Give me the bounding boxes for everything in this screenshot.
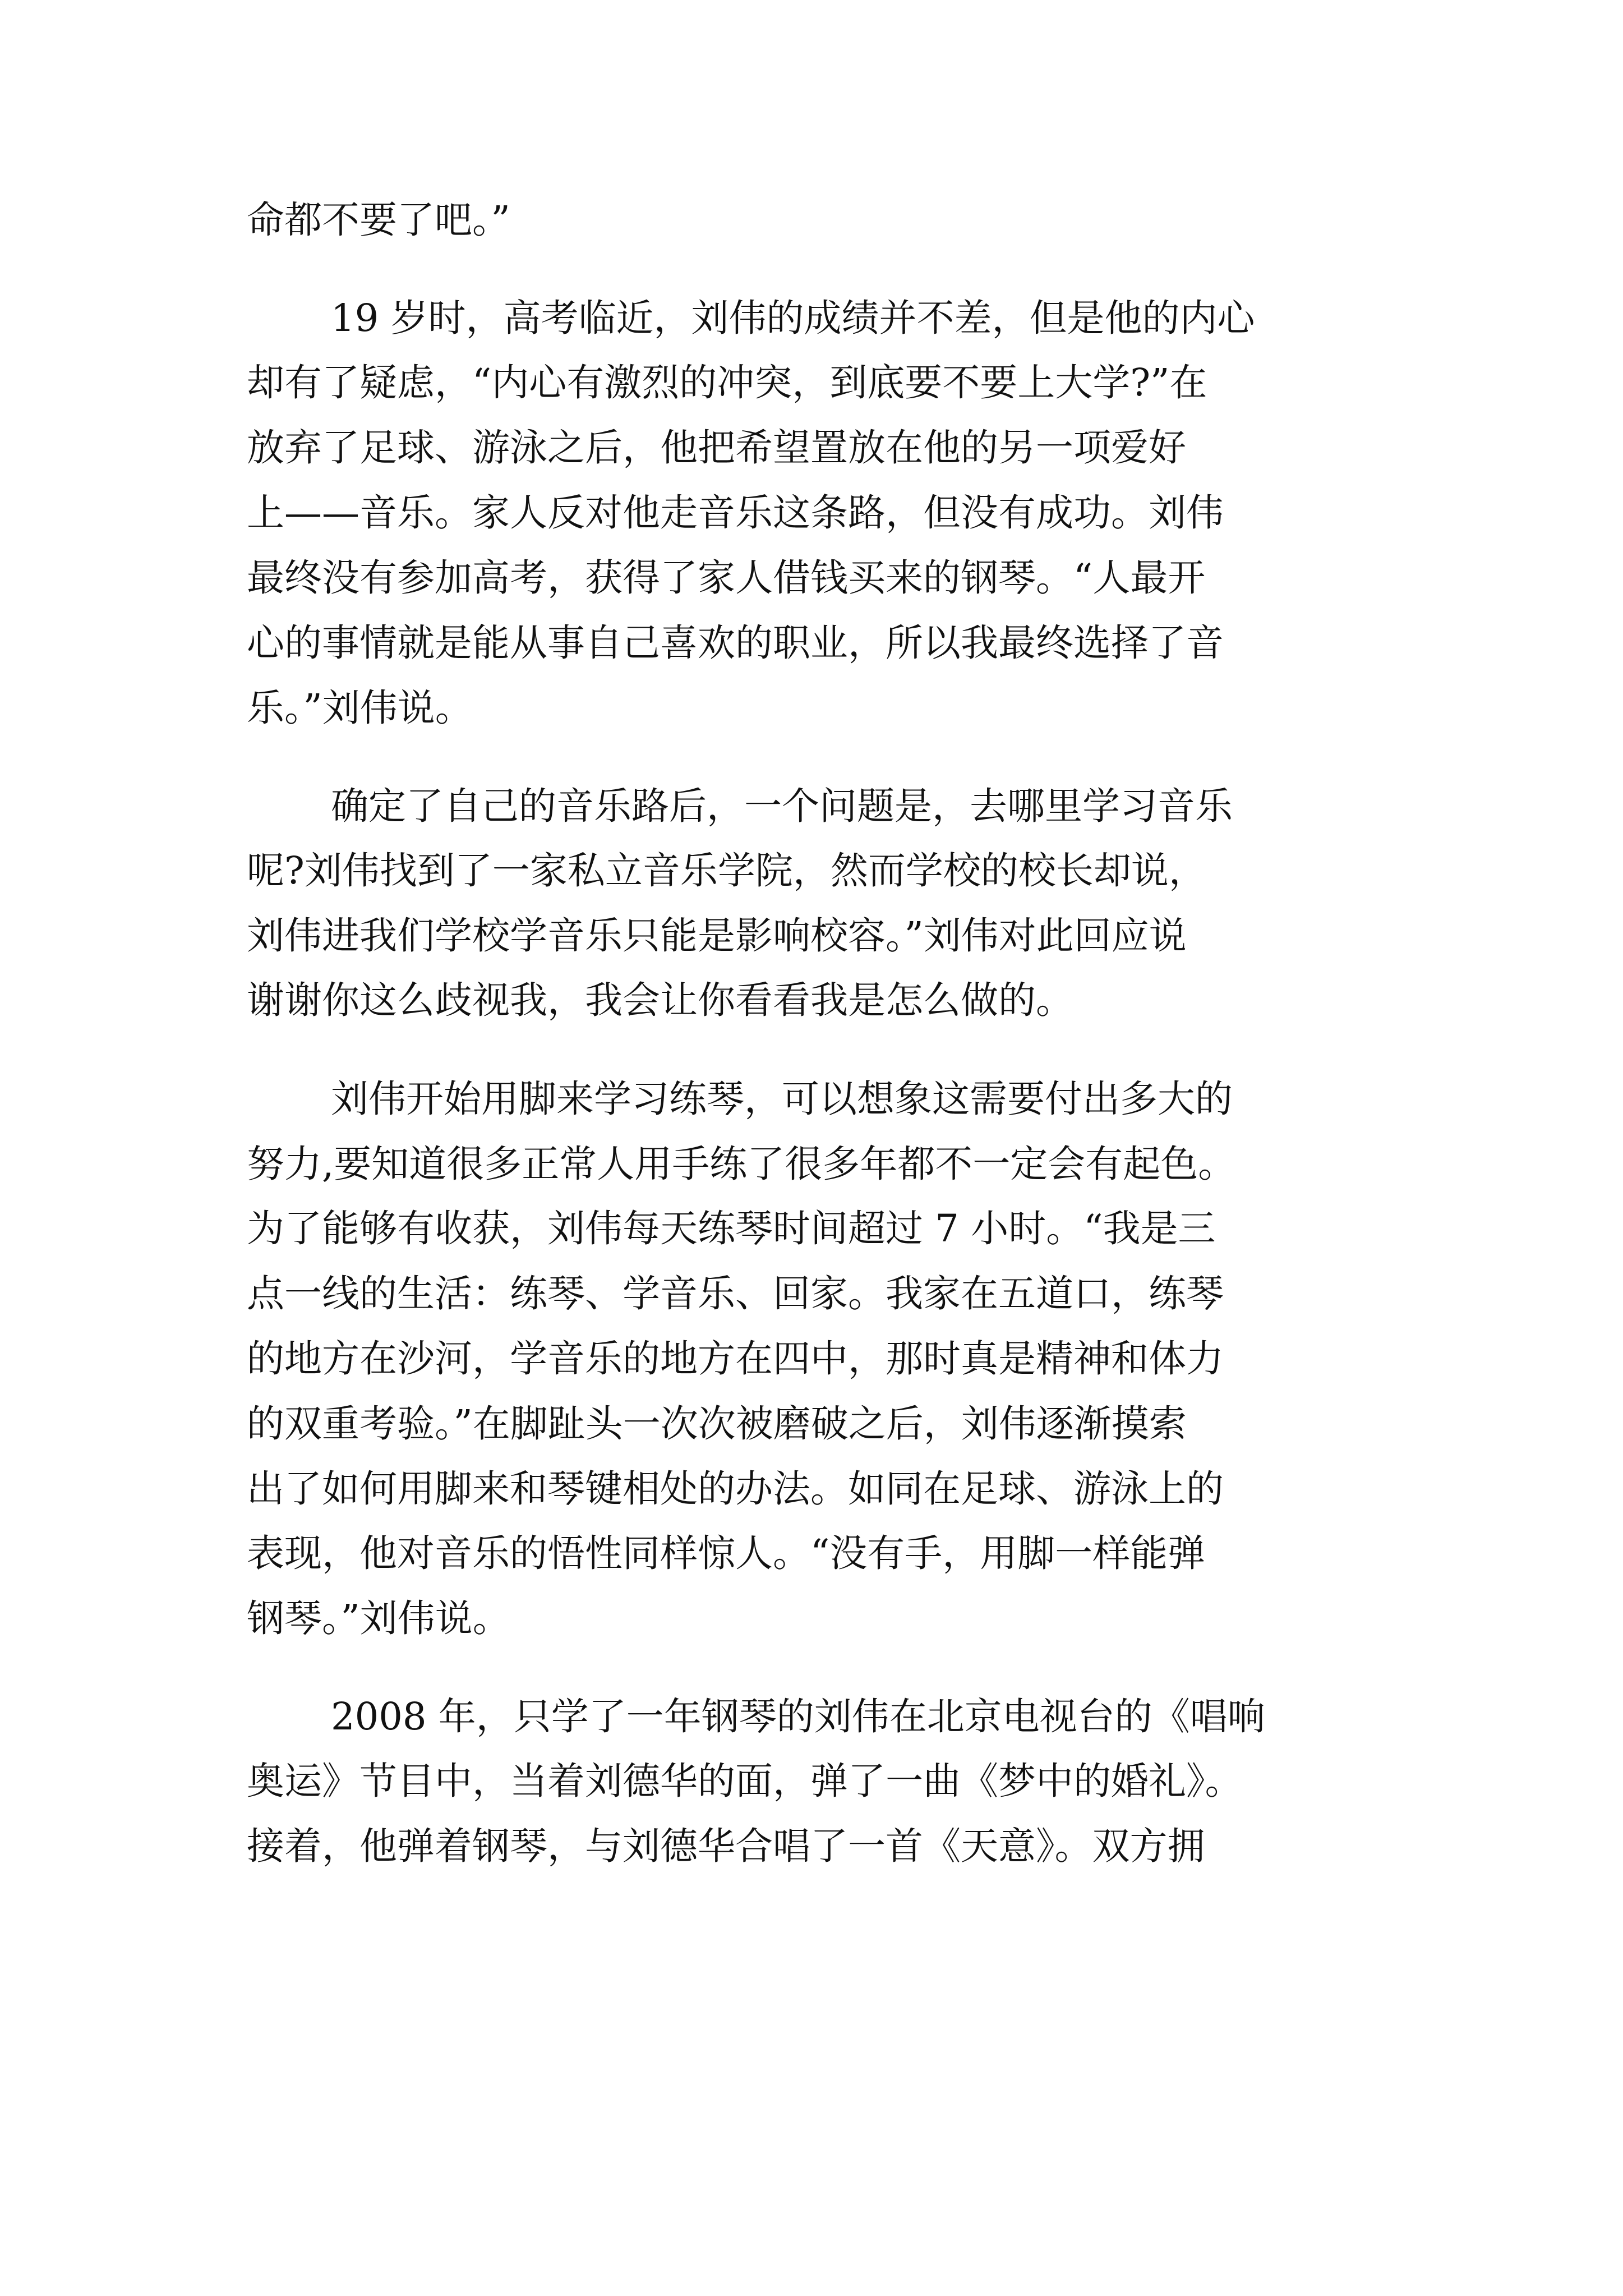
text-line: 的地方在沙河，学音乐的地方在四中，那时真是精神和体力 — [247, 1337, 1224, 1381]
text-line: 最终没有参加高考，获得了家人借钱买来的钢琴。“人最开 — [247, 556, 1206, 600]
text-line: 心的事情就是能从事自己喜欢的职业，所以我最终选择了音 — [247, 621, 1224, 665]
text-line: 钢琴。”刘伟说。 — [247, 1596, 510, 1640]
text-line: 2008 年，只学了一年钢琴的刘伟在北京电视台的《唱响 — [331, 1695, 1265, 1738]
text-line: 接着，他弹着钢琴，与刘德华合唱了一首《天意》。双方拥 — [247, 1824, 1205, 1868]
text-line: 谢谢你这么歧视我，我会让你看看我是怎么做的。 — [247, 978, 1073, 1022]
text-line: 刘伟开始用脚来学习练琴，可以想象这需要付出多大的 — [331, 1077, 1233, 1121]
text-line: 确定了自己的音乐路后，一个问题是，去哪里学习音乐 — [331, 784, 1233, 828]
text-line: 点一线的生活：练琴、学音乐、回家。我家在五道口，练琴 — [247, 1272, 1224, 1315]
text-line: 的双重考验。”在脚趾头一次次被磨破之后，刘伟逐渐摸索 — [247, 1402, 1187, 1446]
text-line: 奥运》节目中，当着刘德华的面，弹了一曲《梦中的婚礼》。 — [247, 1759, 1243, 1803]
text-line: 努力,要知道很多正常人用手练了很多年都不一定会有起色。 — [247, 1142, 1236, 1186]
text-line: 放弃了足球、游泳之后，他把希望置放在他的另一项爱好 — [247, 426, 1186, 470]
text-line: 乐。”刘伟说。 — [247, 686, 473, 730]
text-line: 19 岁时，高考临近，刘伟的成绩并不差，但是他的内心 — [331, 296, 1255, 340]
text-line: 刘伟进我们学校学音乐只能是影响校容。”刘伟对此回应说 — [247, 914, 1187, 958]
text-line: 却有了疑虑，“内心有激烈的冲突，到底要不要上大学?”在 — [247, 361, 1207, 404]
text-line: 上——音乐。家人反对他走音乐这条路，但没有成功。刘伟 — [247, 491, 1224, 535]
text-line: 命都不要了吧。” — [247, 198, 510, 242]
text-line: 呢?刘伟找到了一家私立音乐学院，然而学校的校长却说， — [247, 849, 1206, 892]
text-line: 表现，他对音乐的悟性同样惊人。“没有手，用脚一样能弹 — [247, 1531, 1206, 1575]
text-line: 为了能够有收获，刘伟每天练琴时间超过 7 小时。“我是三 — [247, 1207, 1216, 1250]
text-line: 出了如何用脚来和琴键相处的办法。如同在足球、游泳上的 — [247, 1467, 1224, 1511]
